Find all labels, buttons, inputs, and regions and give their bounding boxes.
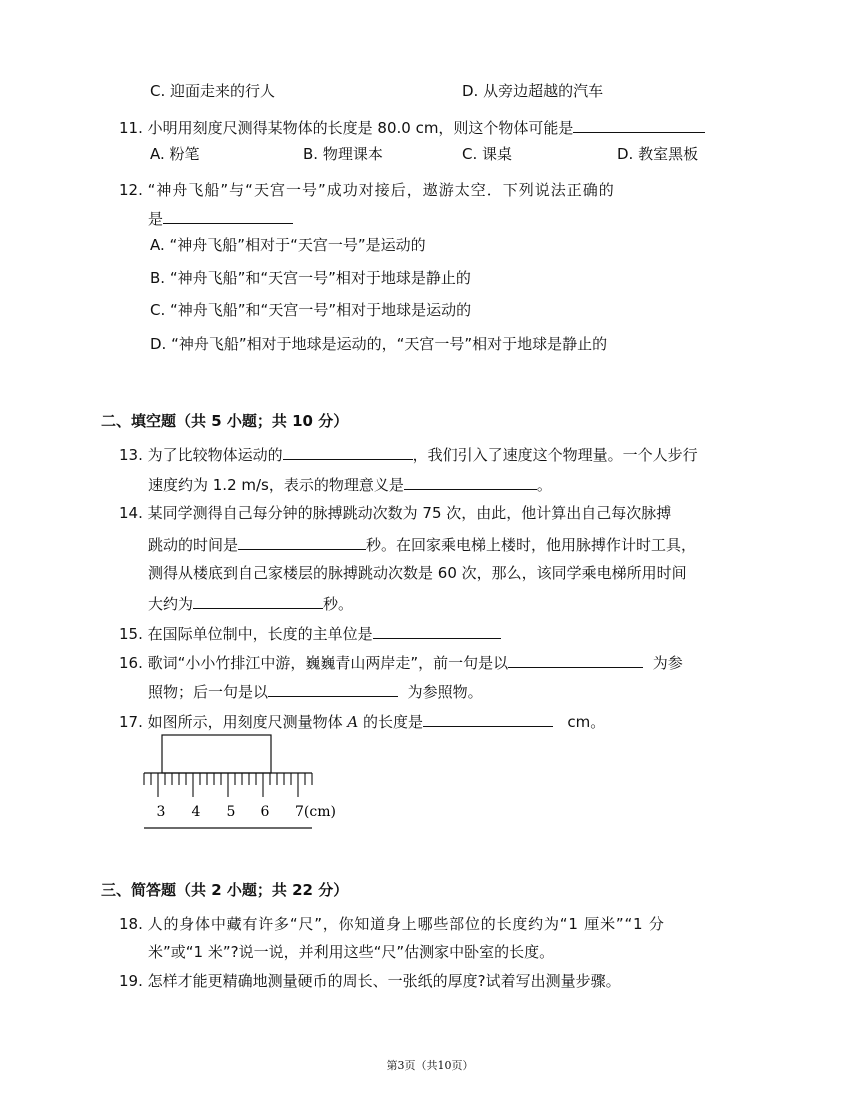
question-number: 18. bbox=[119, 915, 143, 933]
question-stem-cont: 是 bbox=[148, 210, 164, 228]
question-text: 怎样才能更精确地测量硬币的周长、一张纸的厚度?试着写出测量步骤。 bbox=[147, 972, 621, 990]
option-b: B. “神舟飞船”和“天宫一号”相对于地球是静止的 bbox=[150, 269, 471, 287]
question-number: 12. bbox=[119, 181, 143, 199]
answer-blank[interactable] bbox=[404, 473, 537, 490]
question-text: 为参照物。 bbox=[407, 683, 483, 701]
question-12-cont bbox=[148, 207, 293, 229]
question-15 bbox=[119, 622, 501, 644]
option-d: D. “神舟飞船”相对于地球是运动的，“天宫一号”相对于地球是静止的 bbox=[150, 335, 608, 353]
question-text: 人的身体中藏有许多“尺”，你知道身上哪些部位的长度约为“1 厘米”“1 分 bbox=[147, 915, 665, 933]
question-text: 的长度是 bbox=[358, 713, 424, 731]
question-16 bbox=[119, 651, 683, 673]
question-12 bbox=[119, 180, 615, 200]
question-text: 为参 bbox=[652, 654, 683, 672]
answer-blank[interactable] bbox=[268, 680, 398, 697]
question-text: ，我们引入了速度这个物理量。一个人步行 bbox=[412, 446, 698, 464]
page-footer: 第3页（共10页） bbox=[386, 1059, 474, 1072]
answer-blank[interactable] bbox=[193, 592, 323, 609]
question-17 bbox=[119, 710, 605, 732]
answer-blank[interactable] bbox=[573, 116, 705, 133]
question-text: cm。 bbox=[567, 713, 606, 731]
question-text: 大约为 bbox=[148, 595, 194, 613]
question-14-line3: 测得从楼底到自己家楼层的脉搏跳动次数是 60 次，那么，该同学乘电梯所用时间 bbox=[148, 564, 687, 582]
section-title: 二、填空题（共 5 小题；共 10 分） bbox=[101, 412, 349, 430]
question-text: 秒。 bbox=[323, 595, 354, 613]
question-16-cont bbox=[148, 680, 483, 702]
question-text: 跳动的时间是 bbox=[148, 536, 239, 554]
tick-label-7cm: 7(cm) bbox=[295, 804, 336, 820]
answer-blank[interactable] bbox=[423, 710, 553, 727]
option-d: D. 教室黑板 bbox=[617, 145, 699, 163]
question-text: 歌词“小小竹排江中游，巍巍青山两岸走”，前一句是以 bbox=[147, 654, 509, 672]
question-14-line4 bbox=[148, 592, 353, 614]
question-number: 16. bbox=[119, 654, 143, 672]
question-number: 15. bbox=[119, 625, 143, 643]
option-b: B. 物理课本 bbox=[303, 145, 383, 163]
question-text: 。 bbox=[536, 476, 552, 494]
question-text: 速度约为 1.2 m/s，表示的物理意义是 bbox=[148, 476, 404, 494]
tick-label-5: 5 bbox=[226, 804, 236, 820]
question-number: 13. bbox=[119, 446, 143, 464]
option-c: C. 课桌 bbox=[462, 145, 513, 163]
question-number: 14. bbox=[119, 504, 143, 522]
object-variable: A bbox=[347, 713, 359, 731]
tick-label-6: 6 bbox=[260, 804, 270, 820]
question-14-line2 bbox=[148, 533, 696, 555]
option-a: A. 粉笔 bbox=[150, 145, 200, 163]
answer-blank[interactable] bbox=[508, 651, 643, 668]
question-stem: “神舟飞船”与“天宫一号”成功对接后，遨游太空．下列说法正确的 bbox=[147, 181, 615, 199]
question-13-cont bbox=[148, 473, 552, 495]
question-text: 如图所示，用刻度尺测量物体 bbox=[147, 713, 348, 731]
tick-label-3: 3 bbox=[156, 804, 166, 820]
answer-blank[interactable] bbox=[283, 443, 413, 460]
question-number: 11. bbox=[119, 119, 143, 137]
option-a: A. “神舟飞船”相对于“天宫一号”是运动的 bbox=[150, 236, 426, 254]
section-title: 三、简答题（共 2 小题；共 22 分） bbox=[101, 881, 349, 899]
ruler-figure bbox=[140, 733, 340, 833]
question-text: 某同学测得自己每分钟的脉搏跳动次数为 75 次，由此，他计算出自己每次脉搏 bbox=[147, 504, 672, 522]
answer-blank[interactable] bbox=[238, 533, 366, 550]
answer-blank[interactable] bbox=[163, 207, 293, 224]
tick-label-4: 4 bbox=[191, 804, 201, 820]
option-d: D. 从旁边超越的汽车 bbox=[462, 82, 604, 100]
question-number: 17. bbox=[119, 713, 143, 731]
question-18-cont: 米”或“1 米”?说一说，并利用这些“尺”估测家中卧室的长度。 bbox=[148, 943, 555, 961]
question-text: 在国际单位制中，长度的主单位是 bbox=[147, 625, 373, 643]
question-text: 为了比较物体运动的 bbox=[147, 446, 283, 464]
question-19 bbox=[119, 971, 621, 991]
question-stem: 小明用刻度尺测得某物体的长度是 80.0 cm，则这个物体可能是 bbox=[147, 119, 574, 137]
answer-blank[interactable] bbox=[373, 622, 501, 639]
question-number: 19. bbox=[119, 972, 143, 990]
question-18 bbox=[119, 914, 665, 934]
question-text: 照物；后一句是以 bbox=[148, 683, 269, 701]
option-c: C. “神舟飞船”和“天宫一号”相对于地球是运动的 bbox=[150, 301, 472, 319]
object-a-rect bbox=[162, 735, 271, 773]
question-14 bbox=[119, 503, 671, 523]
option-c: C. 迎面走来的行人 bbox=[150, 82, 276, 100]
question-text: 秒。在回家乘电梯上楼时，他用脉搏作计时工具， bbox=[366, 536, 697, 554]
question-11 bbox=[119, 116, 705, 138]
question-13 bbox=[119, 443, 698, 465]
ruler-ticks bbox=[144, 773, 312, 797]
